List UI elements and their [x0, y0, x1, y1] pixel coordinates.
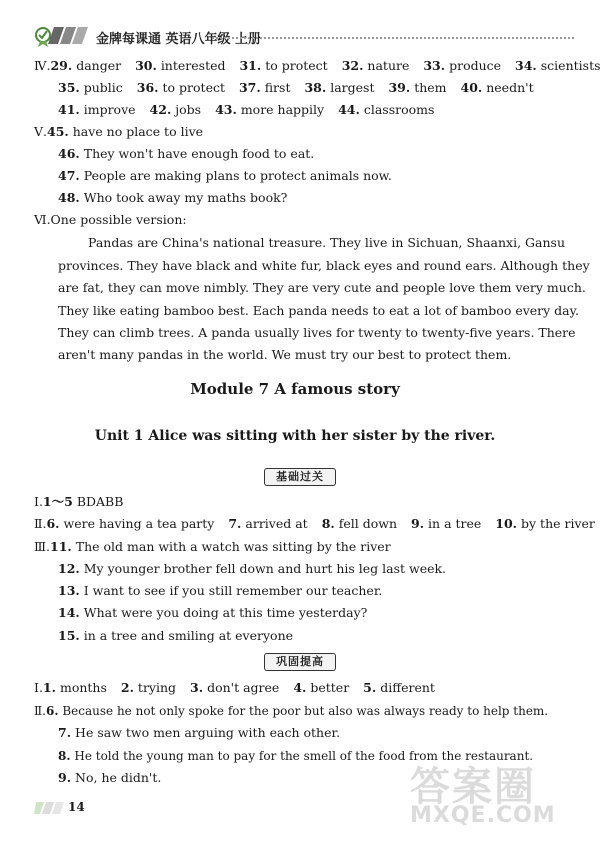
partA-s3-row-2: 12. My younger brother fell down and hurt his leg last week.: [58, 561, 447, 576]
essay-line-4: They like eating bamboo best. Each panda needs to eat a lot of bamboo every day.: [58, 303, 580, 318]
essay-line-1: Pandas are China's national treasure. They live in Sichuan, Shaanxi, Gansu: [88, 235, 565, 250]
page-header: [34, 24, 574, 50]
partB-s2-row-1: Ⅱ.6. Because he not only spoke for the poor but also was always ready to help them.: [34, 704, 549, 718]
section-badge-consolidate: 巩固提高: [264, 653, 336, 671]
section-5-row-2: 46. They won't have enough food to eat.: [58, 146, 315, 161]
section-5-row-3: 47. People are making plans to protect animals now.: [58, 168, 392, 183]
partA-s1: Ⅰ.1～5 BDABB: [34, 494, 124, 509]
watermark-logo-text: 答案圈: [410, 764, 536, 810]
watermark-url: MXQE.COM: [410, 803, 556, 828]
partA-s2: Ⅱ.6. were having a tea party 7. arrived at 8. fell down 9. in a tree 10. by the river: [34, 516, 595, 531]
footer-stripes-icon: [34, 798, 68, 818]
partA-s3-row-3: 13. I want to see if you still remember our teacher.: [58, 583, 383, 598]
partB-s2-row-4: 9. No, he didn't.: [58, 770, 162, 785]
section-badge-basic: 基础过关: [264, 468, 336, 486]
section-5-row-4: 48. Who took away my maths book?: [58, 190, 288, 205]
essay-line-2: provinces. They have black and white fur, black eyes and round ears. Although they: [58, 258, 590, 273]
header-divider: [212, 37, 574, 39]
section-4-row-1: Ⅳ.29. danger 30. interested 31. to protect 32. nature 33. produce 34. scientists: [34, 58, 601, 73]
section-4-row-2: 35. public 36. to protect 37. first 38. largest 39. them 40. needn't: [58, 80, 534, 95]
essay-line-6: aren't many pandas in the world. We must try our best to protect them.: [58, 347, 512, 362]
header-title: 金牌每课通 英语八年级 上册: [96, 32, 262, 47]
unit-title: Unit 1 Alice was sitting with her sister by the river.: [94, 428, 496, 444]
partA-s3-row-1: Ⅲ.11. The old man with a watch was sitting by the river: [34, 539, 391, 554]
watermark: [410, 755, 580, 835]
page-number: 14: [68, 800, 85, 814]
essay-line-5: They can climb trees. A panda usually lives for twenty to twenty-five years. There: [58, 325, 576, 340]
partB-s1: Ⅰ.1. months 2. trying 3. don't agree 4. better 5. different: [34, 680, 435, 695]
section-5-row-1: Ⅴ.45. have no place to live: [34, 124, 204, 139]
partB-s2-row-2: 7. He saw two men arguing with each other.: [58, 725, 341, 740]
section-6-label: Ⅵ.One possible version:: [34, 212, 187, 227]
partA-s3-row-4: 14. What were you doing at this time yesterday?: [58, 605, 368, 620]
medal-stripes-icon: [34, 24, 92, 48]
module-title: Module 7 A famous story: [190, 380, 400, 398]
essay-line-3: are fat, they can move nimbly. They are very cute and people love them very much.: [58, 280, 586, 295]
section-4-row-3: 41. improve 42. jobs 43. more happily 44. classrooms: [58, 102, 435, 117]
partB-s2-row-3: 8. He told the young man to pay for the smell of the food from the restaurant.: [58, 749, 534, 763]
partA-s3-row-5: 15. in a tree and smiling at everyone: [58, 628, 294, 643]
